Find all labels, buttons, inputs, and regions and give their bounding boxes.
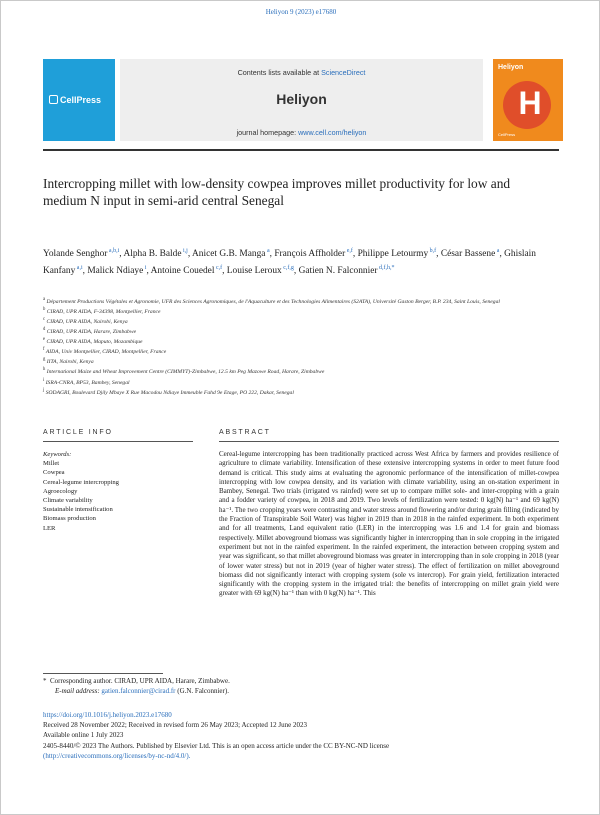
keyword-item: Sustainable intensification xyxy=(43,506,113,514)
author-name[interactable]: Gatien N. Falconnier xyxy=(298,265,378,276)
author-affiliation-marker[interactable]: i,j xyxy=(181,248,188,254)
keyword-item: Biomass production xyxy=(43,515,96,523)
author-name[interactable]: Philippe Letourmy xyxy=(357,249,429,260)
affiliation-text: International Maize and Wheat Improvement Centre (CIMMYT)-Zimbabwe, 12.5 km Peg Mazowe Road, Harare, Zimbabwe xyxy=(45,369,325,376)
cellpress-logo-text: CellPress xyxy=(60,95,102,105)
affiliation-marker: a xyxy=(43,297,46,302)
author-affiliation-marker[interactable]: c,f xyxy=(214,264,223,271)
affiliation-item xyxy=(43,316,563,326)
keyword-item: Cowpea xyxy=(43,469,65,477)
affiliation-marker: d xyxy=(43,327,46,333)
affiliation-item xyxy=(43,336,563,346)
author-name[interactable]: César Bassene xyxy=(440,249,496,260)
author-name[interactable]: Anicet G.B. Manga xyxy=(192,249,266,260)
author-name[interactable]: Antoine Couedel xyxy=(150,265,215,276)
corresponding-author xyxy=(43,677,559,687)
author-name[interactable]: Louise Leroux xyxy=(226,265,282,276)
author-name[interactable]: Yolande Senghor xyxy=(43,249,108,260)
footnote xyxy=(43,677,559,696)
online-date: Available online 1 July 2023 xyxy=(43,730,124,739)
author-name[interactable]: Ghislain Kanfany xyxy=(43,249,536,276)
affiliation-marker: j xyxy=(43,387,45,393)
journal-reference[interactable]: Heliyon 9 (2023) e17680 xyxy=(265,8,337,16)
affiliation-marker: g xyxy=(43,357,46,363)
author-affiliation-marker[interactable]: i xyxy=(143,264,147,271)
affiliation-marker: b xyxy=(43,307,46,313)
article-title: Intercropping millet with low-density cowpea improves millet productivity for low and medium N input in semi-arid central Senegal xyxy=(43,176,511,208)
sciencedirect-link[interactable]: ScienceDirect xyxy=(321,68,366,77)
author-affiliation-marker[interactable]: b,f xyxy=(428,248,437,254)
abstract-heading: ABSTRACT xyxy=(219,429,271,436)
author-affiliation-marker[interactable]: a,i xyxy=(75,264,83,271)
keyword-item: Climate variability xyxy=(43,497,93,505)
article-info-heading: ARTICLE INFO xyxy=(43,429,113,436)
cover-title: Heliyon xyxy=(498,64,524,71)
email-suffix: (G.N. Falconnier). xyxy=(177,686,229,695)
keywords-block xyxy=(43,450,193,533)
journal-header xyxy=(43,59,542,147)
email-link[interactable]: gatien.falconnier@cirad.fr xyxy=(101,686,176,695)
keyword-list xyxy=(43,459,193,533)
author-affiliation-marker[interactable]: c,f,g xyxy=(281,264,294,271)
affiliation-text: SODAGRI, Boulevard Djily Mbaye X Rue Macodou Ndiaye Immeuble Fahd 9e Etage, PO 222, Dakar, Senegal xyxy=(44,389,294,396)
affiliation-item xyxy=(43,356,563,366)
keyword-item: Agroecology xyxy=(43,487,78,495)
affiliation-item xyxy=(43,377,563,387)
author-name[interactable]: Alpha B. Balde xyxy=(123,249,182,260)
affiliation-text: AIDA, Univ Montpellier, CIRAD, Montpellier, France xyxy=(44,349,167,356)
author-list: Yolande Senghor $^{a,b,i}$, Alpha B. Balde $^{i,j}$, Anicet G.B. Manga $^a$, François Affholder $^{e,f}$, Philippe Letourmy $^{b,f}$, César Bassene $^a$, Ghislain Kanfany $^{a,i}$, Malick Ndiaye $^i$, Antoine Couedel $^{c,f}$, Louise Leroux $^{c,f,g}$, Gatien N. Falconnier $^{d,f,h,*}$ xyxy=(43,248,536,276)
affiliation-marker: h xyxy=(43,367,46,373)
header-divider xyxy=(43,149,559,151)
affiliation-item xyxy=(43,387,563,397)
journal-info-box xyxy=(120,59,483,141)
affiliation-item xyxy=(43,326,563,336)
email-line xyxy=(43,687,559,697)
affiliation-item xyxy=(43,306,563,316)
author-affiliation-marker[interactable]: a,b,i xyxy=(107,248,120,254)
footnote-marker: * xyxy=(43,677,47,685)
affiliation-text: Département Productions Végétales et Agronomie, UFR des Sciences Agronomiques, de l'Aquaculture et des Technologies Alimentaires (S2ATA), Université Gaston Berger, B.P. 234, Saint Louis, Senegal xyxy=(45,298,500,305)
author-affiliation-marker[interactable]: e,f xyxy=(345,248,353,254)
affiliation-marker: e xyxy=(43,337,46,343)
received-dates: Received 28 November 2022; Received in revised form 26 May 2023; Accepted 12 June 2023 xyxy=(43,721,307,729)
affiliation-item xyxy=(43,296,563,306)
keywords-label: Keywords: xyxy=(43,451,72,458)
homepage-line xyxy=(120,128,483,137)
cellpress-mark-icon xyxy=(49,95,58,104)
journal-homepage-link[interactable]: www.cell.com/heliyon xyxy=(298,128,367,137)
article-dates xyxy=(43,721,559,741)
affiliation-item xyxy=(43,366,563,376)
article-info-rule xyxy=(43,441,193,442)
cellpress-logo xyxy=(49,94,109,106)
affiliation-marker: f xyxy=(43,347,45,353)
license-text: 2405-8440/© 2023 The Authors. Published by Elsevier Ltd. This is an open access article under the CC BY-NC-ND license xyxy=(43,742,390,750)
keyword-item: Millet xyxy=(43,460,60,468)
homepage-prefix: journal homepage: xyxy=(236,128,299,137)
doi-link[interactable]: https://doi.org/10.1016/j.heliyon.2023.e17680 xyxy=(43,711,172,719)
author-affiliation-marker[interactable]: d,f,h,* xyxy=(377,264,395,271)
license-block xyxy=(43,742,559,762)
affiliation-text: ISRA-CNRA, BP53, Bambey, Senegal xyxy=(44,379,130,386)
abstract-text: Cereal-legume intercropping has been traditionally practiced across West Africa by farmers and provides resilience of agriculture to climate variability. Intensification of these extensive intercropping systems in order to meet future food demand is critical. This study aims at evaluating the agronomic performance of the intensification of millet-cowpea intercropping with low cowpea density, and its variation with climate variability, using an on-station experiment in Bambey, Senegal. Two trials (irrigated vs rainfed) were set up to compare millet sole- and inter-cropping with a grain and a fodder variety of cowpea, in 2018 and 2019. Two levels of fertilization were tested: 0 kg(N) ha⁻¹ and 69 kg(N) ha⁻¹. The two cropping years were contrasting and water stress around flowering and/or during grain filling (indicated by the Fraction of Transpirable Soil Water) was higher in 2019 than in 2018 in the rainfed experiment. In both experiment and for all treatments, Land equivalent ratio (LER) in the intercropping was 1.6 and 1.4 for grain and biomass respectively. Millet aboveground biomass was significantly higher in intercropping than in sole cropping in the irrigated experiment but not in the rainfed experiment. In the rainfed experiment, the interaction between cropping system and year was significant, so that millet aboveground biomass was greater in intercropping than in sole cropping in 2018 (year of lower water stress) but not in 2019 (year of higher water stress). The effect of fertilization on millet aboveground biomass did not significantly interact with cropping system (sole vs intercrop). For grain yield, fertilization interacted significantly with the cropping system in the irrigated trial: the benefits of intercropping on millet grain yield were greater with 69 kg(N) ha⁻¹ than with 0 kg(N) ha⁻¹. This xyxy=(219,450,560,598)
author-affiliation-marker[interactable]: a xyxy=(495,248,500,254)
affiliation-marker: i xyxy=(43,377,45,383)
affiliation-text: CIRAD, UPR AIDA, F-34398, Montpellier, France xyxy=(45,308,161,315)
author-name[interactable]: Malick Ndiaye xyxy=(87,265,144,276)
affiliation-text: CIRAD, UPR AIDA, Nairobi, Kenya xyxy=(45,318,128,325)
affiliation-text: IITA, Nairobi, Kenya xyxy=(45,359,94,366)
affiliation-item xyxy=(43,346,563,356)
affiliation-list xyxy=(43,296,563,397)
keyword-item: Cereal-legume intercropping xyxy=(43,478,119,486)
cellpress-logo-box[interactable] xyxy=(43,59,115,141)
keyword-item: LER xyxy=(43,524,56,532)
license-link[interactable]: (http://creativecommons.org/licenses/by-nc-nd/4.0/). xyxy=(43,751,191,760)
journal-title: Heliyon xyxy=(276,91,327,107)
author-affiliation-marker[interactable]: a xyxy=(265,248,270,254)
author-name[interactable]: François Affholder xyxy=(274,249,346,260)
affiliation-text: CIRAD, UPR AIDA, Maputo, Mozambique xyxy=(45,339,143,346)
affiliation-text: CIRAD, UPR AIDA, Harare, Zimbabwe xyxy=(45,329,137,336)
cover-footer: CellPress xyxy=(498,132,516,137)
journal-cover[interactable] xyxy=(493,59,563,141)
contents-prefix: Contents lists available at xyxy=(237,68,322,77)
cover-h-icon: H xyxy=(518,85,542,121)
email-label: E-mail address: xyxy=(55,686,100,695)
abstract-rule xyxy=(219,441,559,442)
affiliation-marker: c xyxy=(43,317,46,323)
corresponding-text: Corresponding author. CIRAD, UPR AIDA, Harare, Zimbabwe. xyxy=(50,677,230,685)
contents-line xyxy=(120,68,483,77)
footnote-rule xyxy=(43,673,163,674)
